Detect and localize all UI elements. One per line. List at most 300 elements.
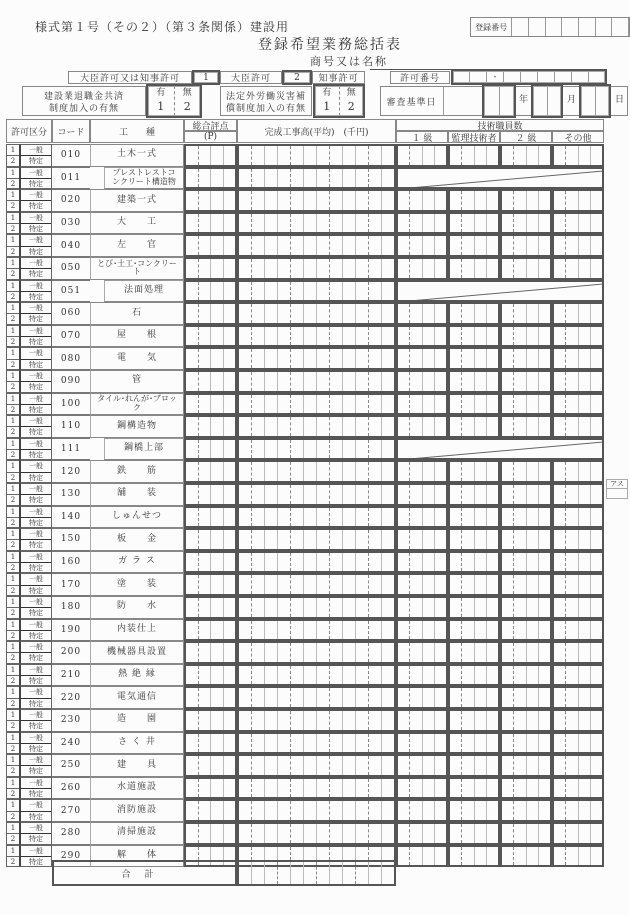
permit-class-selector[interactable]: 一般 特定 bbox=[19, 347, 52, 370]
permit-class-selector[interactable]: 一般 特定 bbox=[19, 709, 52, 732]
header-other: その他 bbox=[552, 131, 604, 143]
minister-code-box[interactable]: 1 bbox=[192, 70, 220, 85]
header-supervisor: 監理技術者 bbox=[448, 131, 500, 143]
score-cells[interactable] bbox=[184, 506, 237, 529]
permit-class-selector[interactable]: 一般 特定 bbox=[19, 686, 52, 709]
score-cells[interactable] bbox=[184, 347, 237, 370]
score-cells[interactable] bbox=[184, 619, 237, 642]
work-code: 140 bbox=[52, 506, 90, 529]
permit-class-selector[interactable]: 一般 特定 bbox=[19, 167, 52, 190]
score-cells[interactable] bbox=[184, 754, 237, 777]
score-cells[interactable] bbox=[184, 144, 237, 167]
work-code: 050 bbox=[52, 257, 90, 280]
engineer-grade2-cells[interactable] bbox=[500, 460, 552, 483]
table-row bbox=[6, 415, 604, 438]
engineer-grade2-cells[interactable] bbox=[500, 189, 552, 212]
engineer-grade2-cells[interactable] bbox=[500, 573, 552, 596]
engineer-grade2-cells[interactable] bbox=[500, 528, 552, 551]
engineer-grade1-cells[interactable] bbox=[396, 415, 448, 438]
engineer-grade2-cells[interactable] bbox=[500, 234, 552, 257]
registration-number-box bbox=[470, 17, 630, 37]
work-type: とび･土工･コンクリート bbox=[90, 257, 184, 280]
engineer-other-cells[interactable] bbox=[552, 573, 604, 596]
score-cells[interactable] bbox=[184, 596, 237, 619]
registration-number-digit[interactable] bbox=[579, 18, 596, 36]
engineer-supervisor-cells[interactable] bbox=[448, 234, 500, 257]
amount-cells[interactable] bbox=[237, 709, 396, 732]
engineer-other-cells[interactable] bbox=[552, 460, 604, 483]
score-cells[interactable] bbox=[184, 302, 237, 325]
engineer-grade2-cells[interactable] bbox=[500, 641, 552, 664]
score-cells[interactable] bbox=[184, 686, 237, 709]
amount-cells[interactable] bbox=[237, 257, 396, 280]
accident-insurance-label: 法定外労働災害補 償制度加入の有無 bbox=[220, 86, 312, 116]
engineer-other-cells[interactable] bbox=[552, 732, 604, 755]
amount-cells[interactable] bbox=[237, 799, 396, 822]
work-type: 清掃施設 bbox=[90, 822, 184, 845]
work-code: 210 bbox=[52, 664, 90, 687]
permit-class-selector[interactable]: 一般 特定 bbox=[19, 506, 52, 529]
amount-cells[interactable] bbox=[237, 280, 396, 303]
permit-class-selector[interactable]: 一般 特定 bbox=[19, 189, 52, 212]
permit-class-selector[interactable]: 一般 特定 bbox=[19, 799, 52, 822]
work-type: 防 水 bbox=[90, 596, 184, 619]
permit-class-selector[interactable]: 一般 特定 bbox=[19, 641, 52, 664]
engineer-supervisor-cells[interactable] bbox=[448, 302, 500, 325]
engineer-grade2-cells[interactable] bbox=[500, 144, 552, 167]
permit-class-code: 1 2 bbox=[6, 641, 19, 664]
amount-cells[interactable] bbox=[237, 573, 396, 596]
amount-cells[interactable] bbox=[237, 415, 396, 438]
engineer-supervisor-cells[interactable] bbox=[448, 393, 500, 416]
table-row bbox=[6, 664, 604, 687]
score-cells[interactable] bbox=[184, 551, 237, 574]
registration-number-digit[interactable] bbox=[562, 18, 579, 36]
amount-cells[interactable] bbox=[237, 189, 396, 212]
diagonal-slash-icon bbox=[398, 440, 604, 461]
permit-class-code: 1 2 bbox=[6, 167, 19, 190]
score-cells[interactable] bbox=[184, 777, 237, 800]
work-code: 260 bbox=[52, 777, 90, 800]
work-type: 消防施設 bbox=[90, 799, 184, 822]
engineer-grade1-cells[interactable] bbox=[396, 212, 448, 235]
permit-class-code: 1 2 bbox=[6, 551, 19, 574]
score-cells[interactable] bbox=[184, 664, 237, 687]
score-cells[interactable] bbox=[184, 257, 237, 280]
permit-class-selector[interactable]: 一般 特定 bbox=[19, 596, 52, 619]
table-row bbox=[6, 302, 604, 325]
day-label: 日 bbox=[615, 95, 625, 105]
engineer-other-cells[interactable] bbox=[552, 777, 604, 800]
permit-class-code: 1 2 bbox=[6, 754, 19, 777]
amount-cells[interactable] bbox=[237, 822, 396, 845]
engineer-supervisor-cells[interactable] bbox=[448, 528, 500, 551]
score-cells[interactable] bbox=[184, 189, 237, 212]
review-month-field[interactable] bbox=[531, 84, 563, 118]
engineer-grade1-cells[interactable] bbox=[396, 302, 448, 325]
amount-cells[interactable] bbox=[237, 551, 396, 574]
engineer-grade2-cells[interactable] bbox=[500, 325, 552, 348]
amount-cells[interactable] bbox=[237, 302, 396, 325]
engineer-grade1-cells[interactable] bbox=[396, 370, 448, 393]
engineer-grade1-cells[interactable] bbox=[396, 506, 448, 529]
engineer-grade2-cells[interactable] bbox=[500, 347, 552, 370]
work-code: 040 bbox=[52, 234, 90, 257]
permit-class-selector[interactable]: 一般 特定 bbox=[19, 257, 52, 280]
header-engineers: 技術職員数 bbox=[396, 119, 604, 131]
amount-cells[interactable] bbox=[237, 438, 396, 461]
permit-class-selector[interactable]: 一般 特定 bbox=[19, 415, 52, 438]
engineer-other-cells[interactable] bbox=[552, 144, 604, 167]
engineer-grade2-cells[interactable] bbox=[500, 506, 552, 529]
engineer-grade2-cells[interactable] bbox=[500, 551, 552, 574]
permit-class-selector[interactable]: 一般 特定 bbox=[19, 754, 52, 777]
amount-cells[interactable] bbox=[237, 528, 396, 551]
engineer-grade2-cells[interactable] bbox=[500, 393, 552, 416]
amount-cells[interactable] bbox=[237, 619, 396, 642]
engineer-other-cells[interactable] bbox=[552, 641, 604, 664]
permit-class-selector[interactable]: 一般 特定 bbox=[19, 280, 52, 303]
permit-class-selector[interactable]: 一般 特定 bbox=[19, 302, 52, 325]
engineer-grade1-cells[interactable] bbox=[396, 325, 448, 348]
permit-class-selector[interactable]: 一般 特定 bbox=[19, 845, 52, 868]
engineers-not-applicable bbox=[396, 167, 604, 190]
permit-class-selector[interactable]: 一般 特定 bbox=[19, 438, 52, 461]
engineer-supervisor-cells[interactable] bbox=[448, 845, 500, 868]
amount-cells[interactable] bbox=[237, 754, 396, 777]
engineer-grade2-cells[interactable] bbox=[500, 664, 552, 687]
amount-cells[interactable] bbox=[237, 144, 396, 167]
trade-name-label: 商号又は名称 bbox=[310, 55, 388, 68]
amount-cells[interactable] bbox=[237, 460, 396, 483]
engineer-grade2-cells[interactable] bbox=[500, 686, 552, 709]
amount-cells[interactable] bbox=[237, 370, 396, 393]
engineer-grade1-cells[interactable] bbox=[396, 347, 448, 370]
permit-class-selector[interactable]: 一般 特定 bbox=[19, 393, 52, 416]
score-cells[interactable] bbox=[184, 393, 237, 416]
registration-number-digit[interactable] bbox=[529, 18, 546, 36]
table-row bbox=[6, 212, 604, 235]
engineer-grade2-cells[interactable] bbox=[500, 777, 552, 800]
permit-class-selector[interactable]: 一般 特定 bbox=[19, 212, 52, 235]
work-type: 電気通信 bbox=[90, 686, 184, 709]
table-row bbox=[6, 460, 604, 483]
amount-cells[interactable] bbox=[237, 234, 396, 257]
score-cells[interactable] bbox=[184, 234, 237, 257]
engineer-grade2-cells[interactable] bbox=[500, 483, 552, 506]
engineer-grade1-cells[interactable] bbox=[396, 144, 448, 167]
engineer-grade1-cells[interactable] bbox=[396, 619, 448, 642]
amount-cells[interactable] bbox=[237, 777, 396, 800]
engineer-other-cells[interactable] bbox=[552, 302, 604, 325]
engineer-grade1-cells[interactable] bbox=[396, 528, 448, 551]
engineer-grade1-cells[interactable] bbox=[396, 777, 448, 800]
engineer-other-cells[interactable] bbox=[552, 845, 604, 868]
engineer-supervisor-cells[interactable] bbox=[448, 799, 500, 822]
engineer-supervisor-cells[interactable] bbox=[448, 257, 500, 280]
amount-cells[interactable] bbox=[237, 664, 396, 687]
permit-class-code: 1 2 bbox=[6, 709, 19, 732]
table-row bbox=[6, 483, 604, 506]
engineer-other-cells[interactable] bbox=[552, 664, 604, 687]
engineer-grade1-cells[interactable] bbox=[396, 641, 448, 664]
engineer-other-cells[interactable] bbox=[552, 822, 604, 845]
engineer-supervisor-cells[interactable] bbox=[448, 144, 500, 167]
score-cells[interactable] bbox=[184, 167, 237, 190]
work-code: 220 bbox=[52, 686, 90, 709]
work-type: 造 園 bbox=[90, 709, 184, 732]
engineer-grade1-cells[interactable] bbox=[396, 189, 448, 212]
amount-cells[interactable] bbox=[237, 596, 396, 619]
amount-cells[interactable] bbox=[237, 393, 396, 416]
score-cells[interactable] bbox=[184, 483, 237, 506]
engineer-supervisor-cells[interactable] bbox=[448, 189, 500, 212]
retirement-fund-label: 建設業退職金共済 制度加入の有無 bbox=[22, 86, 146, 116]
engineer-grade2-cells[interactable] bbox=[500, 732, 552, 755]
work-type: ガ ラ ス bbox=[90, 551, 184, 574]
engineer-other-cells[interactable] bbox=[552, 415, 604, 438]
engineer-other-cells[interactable] bbox=[552, 619, 604, 642]
score-cells[interactable] bbox=[184, 415, 237, 438]
score-cells[interactable] bbox=[184, 280, 237, 303]
work-code: 110 bbox=[52, 415, 90, 438]
engineer-other-cells[interactable] bbox=[552, 325, 604, 348]
engineer-other-cells[interactable] bbox=[552, 189, 604, 212]
permit-class-selector[interactable]: 一般 特定 bbox=[19, 732, 52, 755]
engineer-grade2-cells[interactable] bbox=[500, 415, 552, 438]
permit-class-selector[interactable]: 一般 特定 bbox=[19, 822, 52, 845]
header-permit-class: 許可区分 bbox=[6, 119, 52, 143]
engineer-supervisor-cells[interactable] bbox=[448, 573, 500, 596]
work-type: 大 工 bbox=[90, 212, 184, 235]
work-code: 080 bbox=[52, 347, 90, 370]
score-cells[interactable] bbox=[184, 709, 237, 732]
engineer-supervisor-cells[interactable] bbox=[448, 686, 500, 709]
engineer-supervisor-cells[interactable] bbox=[448, 483, 500, 506]
engineer-grade1-cells[interactable] bbox=[396, 596, 448, 619]
table-row bbox=[6, 189, 604, 212]
review-date-label: 審査基準日 bbox=[380, 86, 444, 116]
permit-number-field[interactable] bbox=[451, 69, 607, 85]
score-cells[interactable] bbox=[184, 822, 237, 845]
amount-cells[interactable] bbox=[237, 641, 396, 664]
engineer-grade2-cells[interactable] bbox=[500, 370, 552, 393]
engineer-other-cells[interactable] bbox=[552, 528, 604, 551]
permit-class-selector[interactable]: 一般 特定 bbox=[19, 370, 52, 393]
work-code: 030 bbox=[52, 212, 90, 235]
score-cells[interactable] bbox=[184, 799, 237, 822]
table-row bbox=[6, 686, 604, 709]
engineer-supervisor-cells[interactable] bbox=[448, 506, 500, 529]
engineer-grade1-cells[interactable] bbox=[396, 686, 448, 709]
work-code: 250 bbox=[52, 754, 90, 777]
engineer-other-cells[interactable] bbox=[552, 370, 604, 393]
table-row bbox=[6, 551, 604, 574]
work-type: 機械器具設置 bbox=[90, 641, 184, 664]
engineer-other-cells[interactable] bbox=[552, 551, 604, 574]
amount-cells[interactable] bbox=[237, 325, 396, 348]
permit-class-selector[interactable]: 一般 特定 bbox=[19, 234, 52, 257]
work-type: 水道施設 bbox=[90, 777, 184, 800]
permit-class-selector[interactable]: 一般 特定 bbox=[19, 551, 52, 574]
review-day-field[interactable] bbox=[579, 84, 611, 118]
engineer-grade1-cells[interactable] bbox=[396, 709, 448, 732]
work-code: 020 bbox=[52, 189, 90, 212]
engineer-supervisor-cells[interactable] bbox=[448, 709, 500, 732]
permit-class-selector[interactable]: 一般 特定 bbox=[19, 573, 52, 596]
engineer-grade2-cells[interactable] bbox=[500, 754, 552, 777]
engineer-supervisor-cells[interactable] bbox=[448, 664, 500, 687]
amount-cells[interactable] bbox=[237, 686, 396, 709]
header-score-unit: (P) bbox=[184, 131, 237, 143]
engineer-supervisor-cells[interactable] bbox=[448, 596, 500, 619]
form-number: 様式第１号（その２）（第３条関係）建設用 bbox=[35, 20, 290, 34]
engineer-supervisor-cells[interactable] bbox=[448, 641, 500, 664]
engineer-grade2-cells[interactable] bbox=[500, 799, 552, 822]
engineer-other-cells[interactable] bbox=[552, 234, 604, 257]
work-type: 内装仕上 bbox=[90, 619, 184, 642]
engineer-grade1-cells[interactable] bbox=[396, 257, 448, 280]
permit-number-label: 許可番号 bbox=[390, 71, 450, 84]
header-amount: 完成工事高(平均) (千円) bbox=[237, 119, 396, 143]
permit-class-selector[interactable]: 一般 特定 bbox=[19, 664, 52, 687]
engineer-grade1-cells[interactable] bbox=[396, 732, 448, 755]
engineer-other-cells[interactable] bbox=[552, 799, 604, 822]
score-cells[interactable] bbox=[184, 325, 237, 348]
engineer-other-cells[interactable] bbox=[552, 596, 604, 619]
score-cells[interactable] bbox=[184, 212, 237, 235]
score-cells[interactable] bbox=[184, 732, 237, 755]
engineer-supervisor-cells[interactable] bbox=[448, 325, 500, 348]
work-code: 010 bbox=[52, 144, 90, 167]
amount-cells[interactable] bbox=[237, 732, 396, 755]
engineer-supervisor-cells[interactable] bbox=[448, 822, 500, 845]
amount-cells[interactable] bbox=[237, 483, 396, 506]
engineer-grade2-cells[interactable] bbox=[500, 822, 552, 845]
engineer-grade2-cells[interactable] bbox=[500, 709, 552, 732]
work-type: 建 具 bbox=[90, 754, 184, 777]
engineer-supervisor-cells[interactable] bbox=[448, 415, 500, 438]
score-cells[interactable] bbox=[184, 528, 237, 551]
permit-class-code: 1 2 bbox=[6, 528, 19, 551]
engineer-other-cells[interactable] bbox=[552, 506, 604, 529]
permit-class-selector[interactable]: 一般 特定 bbox=[19, 619, 52, 642]
amount-cells[interactable] bbox=[237, 347, 396, 370]
engineer-supervisor-cells[interactable] bbox=[448, 777, 500, 800]
permit-class-selector[interactable]: 一般 特定 bbox=[19, 528, 52, 551]
score-cells[interactable] bbox=[184, 460, 237, 483]
engineer-grade2-cells[interactable] bbox=[500, 302, 552, 325]
work-type: しゅんせつ bbox=[90, 506, 184, 529]
engineer-grade2-cells[interactable] bbox=[500, 619, 552, 642]
engineer-grade2-cells[interactable] bbox=[500, 257, 552, 280]
engineer-supervisor-cells[interactable] bbox=[448, 347, 500, 370]
page-title: 登録希望業務総括表 bbox=[258, 37, 402, 53]
score-cells[interactable] bbox=[184, 641, 237, 664]
side-note: アス bbox=[606, 479, 628, 489]
engineer-grade1-cells[interactable] bbox=[396, 573, 448, 596]
registration-number-digit[interactable] bbox=[596, 18, 613, 36]
engineer-supervisor-cells[interactable] bbox=[448, 551, 500, 574]
work-code: 130 bbox=[52, 483, 90, 506]
permit-class-code: 1 2 bbox=[6, 845, 19, 868]
engineer-other-cells[interactable] bbox=[552, 212, 604, 235]
engineer-grade2-cells[interactable] bbox=[500, 596, 552, 619]
engineer-supervisor-cells[interactable] bbox=[448, 212, 500, 235]
amount-cells[interactable] bbox=[237, 167, 396, 190]
score-cells[interactable] bbox=[184, 438, 237, 461]
engineer-supervisor-cells[interactable] bbox=[448, 732, 500, 755]
table-row bbox=[6, 619, 604, 642]
month-label: 月 bbox=[567, 95, 577, 105]
engineer-grade1-cells[interactable] bbox=[396, 483, 448, 506]
engineer-other-cells[interactable] bbox=[552, 393, 604, 416]
amount-cells[interactable] bbox=[237, 506, 396, 529]
permit-class-selector[interactable]: 一般 特定 bbox=[19, 325, 52, 348]
header-score: 総合評点 bbox=[184, 119, 237, 131]
engineer-supervisor-cells[interactable] bbox=[448, 619, 500, 642]
engineer-grade1-cells[interactable] bbox=[396, 393, 448, 416]
review-year-field[interactable] bbox=[482, 84, 516, 118]
table-row bbox=[6, 709, 604, 732]
permit-class-selector[interactable]: 一般 特定 bbox=[19, 144, 52, 167]
work-type: 舗 装 bbox=[90, 483, 184, 506]
work-type: 左 官 bbox=[90, 234, 184, 257]
engineer-grade1-cells[interactable] bbox=[396, 822, 448, 845]
engineer-other-cells[interactable] bbox=[552, 257, 604, 280]
engineer-supervisor-cells[interactable] bbox=[448, 460, 500, 483]
work-type: タイル･れんが･ブロック bbox=[90, 393, 184, 416]
score-cells[interactable] bbox=[184, 573, 237, 596]
engineer-other-cells[interactable] bbox=[552, 686, 604, 709]
registration-number-digit[interactable] bbox=[612, 18, 629, 36]
engineer-other-cells[interactable] bbox=[552, 347, 604, 370]
governor-code-box[interactable]: 2 bbox=[282, 70, 312, 85]
work-type: 鉄 筋 bbox=[90, 460, 184, 483]
engineer-grade1-cells[interactable] bbox=[396, 234, 448, 257]
score-cells[interactable] bbox=[184, 370, 237, 393]
permit-class-code: 1 2 bbox=[6, 822, 19, 845]
engineer-grade1-cells[interactable] bbox=[396, 551, 448, 574]
amount-cells[interactable] bbox=[237, 212, 396, 235]
engineer-other-cells[interactable] bbox=[552, 483, 604, 506]
permit-class-code: 1 2 bbox=[6, 370, 19, 393]
engineer-other-cells[interactable] bbox=[552, 709, 604, 732]
engineer-grade1-cells[interactable] bbox=[396, 754, 448, 777]
registration-number-digit[interactable] bbox=[512, 18, 529, 36]
engineer-grade1-cells[interactable] bbox=[396, 845, 448, 868]
engineer-supervisor-cells[interactable] bbox=[448, 370, 500, 393]
engineer-supervisor-cells[interactable] bbox=[448, 754, 500, 777]
engineer-grade2-cells[interactable] bbox=[500, 212, 552, 235]
engineer-grade2-cells[interactable] bbox=[500, 845, 552, 868]
total-amount-cells[interactable] bbox=[237, 860, 396, 886]
registration-number-digit[interactable] bbox=[546, 18, 563, 36]
table-row bbox=[6, 822, 604, 845]
permit-class-selector[interactable]: 一般 特定 bbox=[19, 460, 52, 483]
permit-class-code: 1 2 bbox=[6, 573, 19, 596]
permit-class-code: 1 2 bbox=[6, 280, 19, 303]
engineer-grade1-cells[interactable] bbox=[396, 460, 448, 483]
permit-class-code: 1 2 bbox=[6, 506, 19, 529]
accident-insurance-selector[interactable]: 有 1 無 2 bbox=[313, 84, 365, 118]
permit-class-selector[interactable]: 一般 特定 bbox=[19, 483, 52, 506]
engineer-other-cells[interactable] bbox=[552, 754, 604, 777]
engineer-grade1-cells[interactable] bbox=[396, 799, 448, 822]
retirement-fund-selector[interactable]: 有 1 無 2 bbox=[146, 84, 202, 118]
permit-class-selector[interactable]: 一般 特定 bbox=[19, 777, 52, 800]
engineer-grade1-cells[interactable] bbox=[396, 664, 448, 687]
